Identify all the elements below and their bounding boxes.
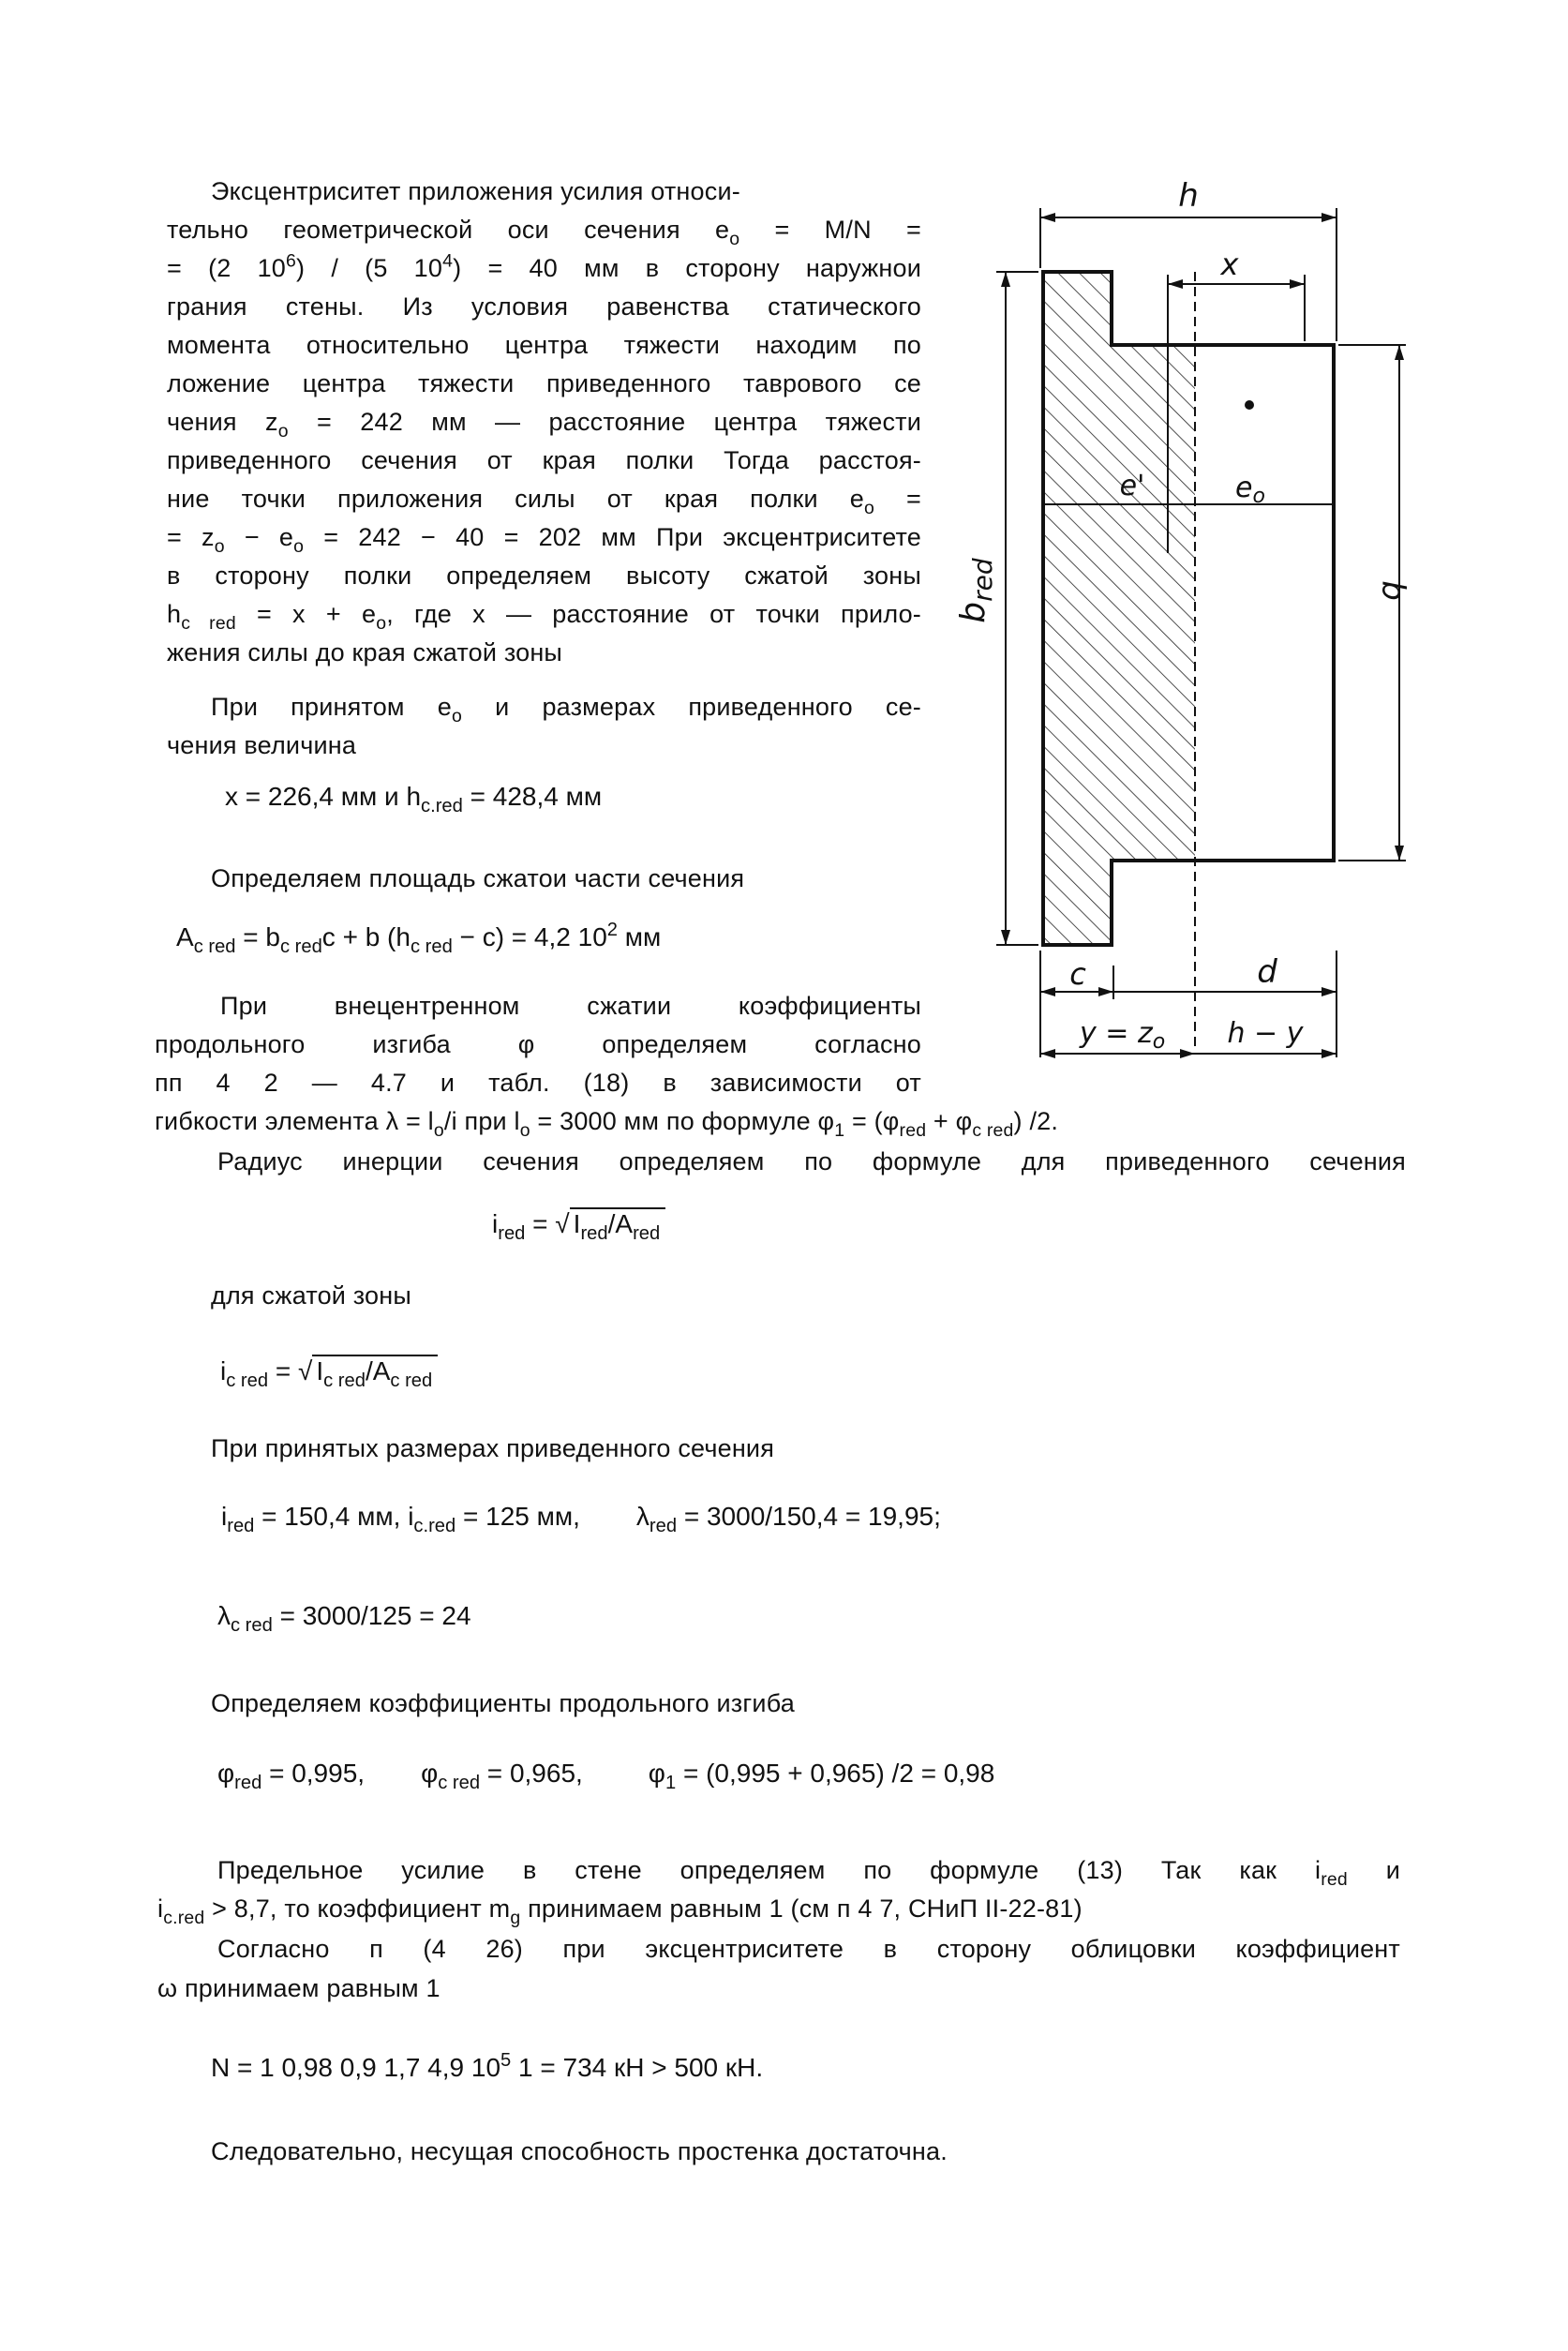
limit-line: Предельное усилие в стене определяем по формуле (13) Так как $i_{red}$ и — [217, 1856, 1400, 1890]
svg-text:bred: $b_{red}$ — [954, 558, 998, 623]
label-y-z0: $y = z_o$ — [1080, 1017, 1166, 1054]
text-line: жения силы до края сжатой зоны — [167, 638, 563, 666]
text-line: пп 4 2 — 4.7 и табл. (18) в зависимости от — [155, 1069, 921, 1097]
para-eo-line: При принятом $e_o$ и размерах приведенного се- — [211, 693, 921, 726]
formula-lambda-c: $\lambda_{c red} = 3000/125 = 24$ — [217, 1601, 471, 1637]
formula-values: $i_{red} = 150,4$ мм, $i_{c.red} = 125$ мм, $\lambda_{red} = 3000/150,4 = 19,95$; — [221, 1502, 941, 1537]
sizes-line: При принятых размерах приведенного сечения — [211, 1434, 775, 1462]
text-line: продольного изгиба φ определяем согласно — [155, 1030, 921, 1058]
label-b-red — [954, 558, 998, 623]
text-line: ложение центра тяжести приведенного таврового се — [167, 369, 921, 397]
formula-area: $A_{c red} = b_{c red}c + b$ $(h_{c red} - c) = 4,2$ $10^2$ мм — [176, 919, 662, 958]
formula-x: x = 226,4 мм и $h_{c.red} = 428,4$ мм — [225, 782, 603, 817]
text-line: ние точки приложения силы от края полки $e_o$ = — [167, 485, 921, 518]
text-line: $h_{c red} = x + e_o$, где x — расстояние от точки прило- — [167, 600, 921, 634]
text-line: тельно геометрической оси сечения $e_o = M/N$ = — [167, 216, 921, 249]
limit-line: $i_{c.red} > 8,7$, то коэффициент $m_g$ принимаем равным 1 (см п 4 7, СНиП II-22-81) — [157, 1894, 1083, 1928]
omega-line: Согласно п (4 26) при эксцентриситете в сторону облицовки коэффициент — [217, 1935, 1400, 1963]
formula-ired: $i_{red}$ = √ $I_{red}/A_{red}$ — [492, 1205, 665, 1243]
flex-line: гибкости элемента $\lambda = l_o/i$ при $l_o = 3000$ мм по формуле $\varphi_1 = (\varphi_{red} + \varphi_{c red})$ /2. — [155, 1107, 1059, 1141]
label-e-prime: e' — [1119, 470, 1145, 502]
text-line: При внецентренном сжатии коэффициенты — [220, 992, 921, 1020]
radius-line: Радиус инерции сечения определяем по формуле для приведенного сечения — [217, 1147, 1406, 1176]
compressed-zone: для сжатой зоны — [211, 1281, 411, 1310]
para-eo-line: чения величина — [167, 731, 357, 759]
text-line: в сторону полки определяем высоту сжатой зоны — [167, 562, 921, 590]
label-h: h — [1178, 177, 1199, 215]
text-line: = (2 $10^6) / (5$ $10^4) = 40$ мм в сторону наружнои — [167, 250, 921, 282]
text-line: момента относительно центра тяжести находим по — [167, 331, 921, 359]
label-x: x — [1220, 247, 1239, 282]
label-b: b — [1374, 580, 1411, 601]
text-line: грания стены. Из условия равенства статического — [167, 292, 921, 321]
label-d: d — [1257, 953, 1277, 991]
label-e-o: $e_o$ — [1235, 472, 1265, 508]
label-h-minus-y: h − y — [1227, 1017, 1304, 1050]
area-title: Определяем площадь сжатои части сечения — [211, 864, 745, 892]
label-c: c — [1069, 956, 1086, 992]
coeff-line: Определяем коэффициенты продольного изгиба — [211, 1689, 795, 1717]
omega-line: ω принимаем равным 1 — [157, 1974, 441, 2002]
text-line: приведенного сечения от края полки Тогда расстоя- — [167, 446, 921, 474]
formula-icred: $i_{c red}$ = √ $I_{c red}/A_{c red}$ — [220, 1353, 438, 1390]
formula-N: N = 1 0,98 0,9 1,7 4,9 $10^5$ 1 = 734 кН > 500 кН. — [211, 2049, 764, 2082]
section-outline — [1043, 272, 1334, 1048]
text-line: Эксцентриситет приложения усилия относи- — [211, 177, 740, 205]
text-line: чения $z_o = 242$ мм — расстояние центра тяжести — [167, 408, 921, 442]
formula-phi: $\varphi_{red} = 0,995$, $\varphi_{c red} = 0,965$, $\varphi_1 = (0,995 + 0,965) /2 = 0,98$ — [217, 1759, 995, 1794]
text-line: = $z_o - e_o = 242 - 40 = 202$ мм При эксцентриситете — [167, 523, 921, 557]
conclusion: Следовательно, несущая способность простенка достаточна. — [211, 2137, 948, 2165]
